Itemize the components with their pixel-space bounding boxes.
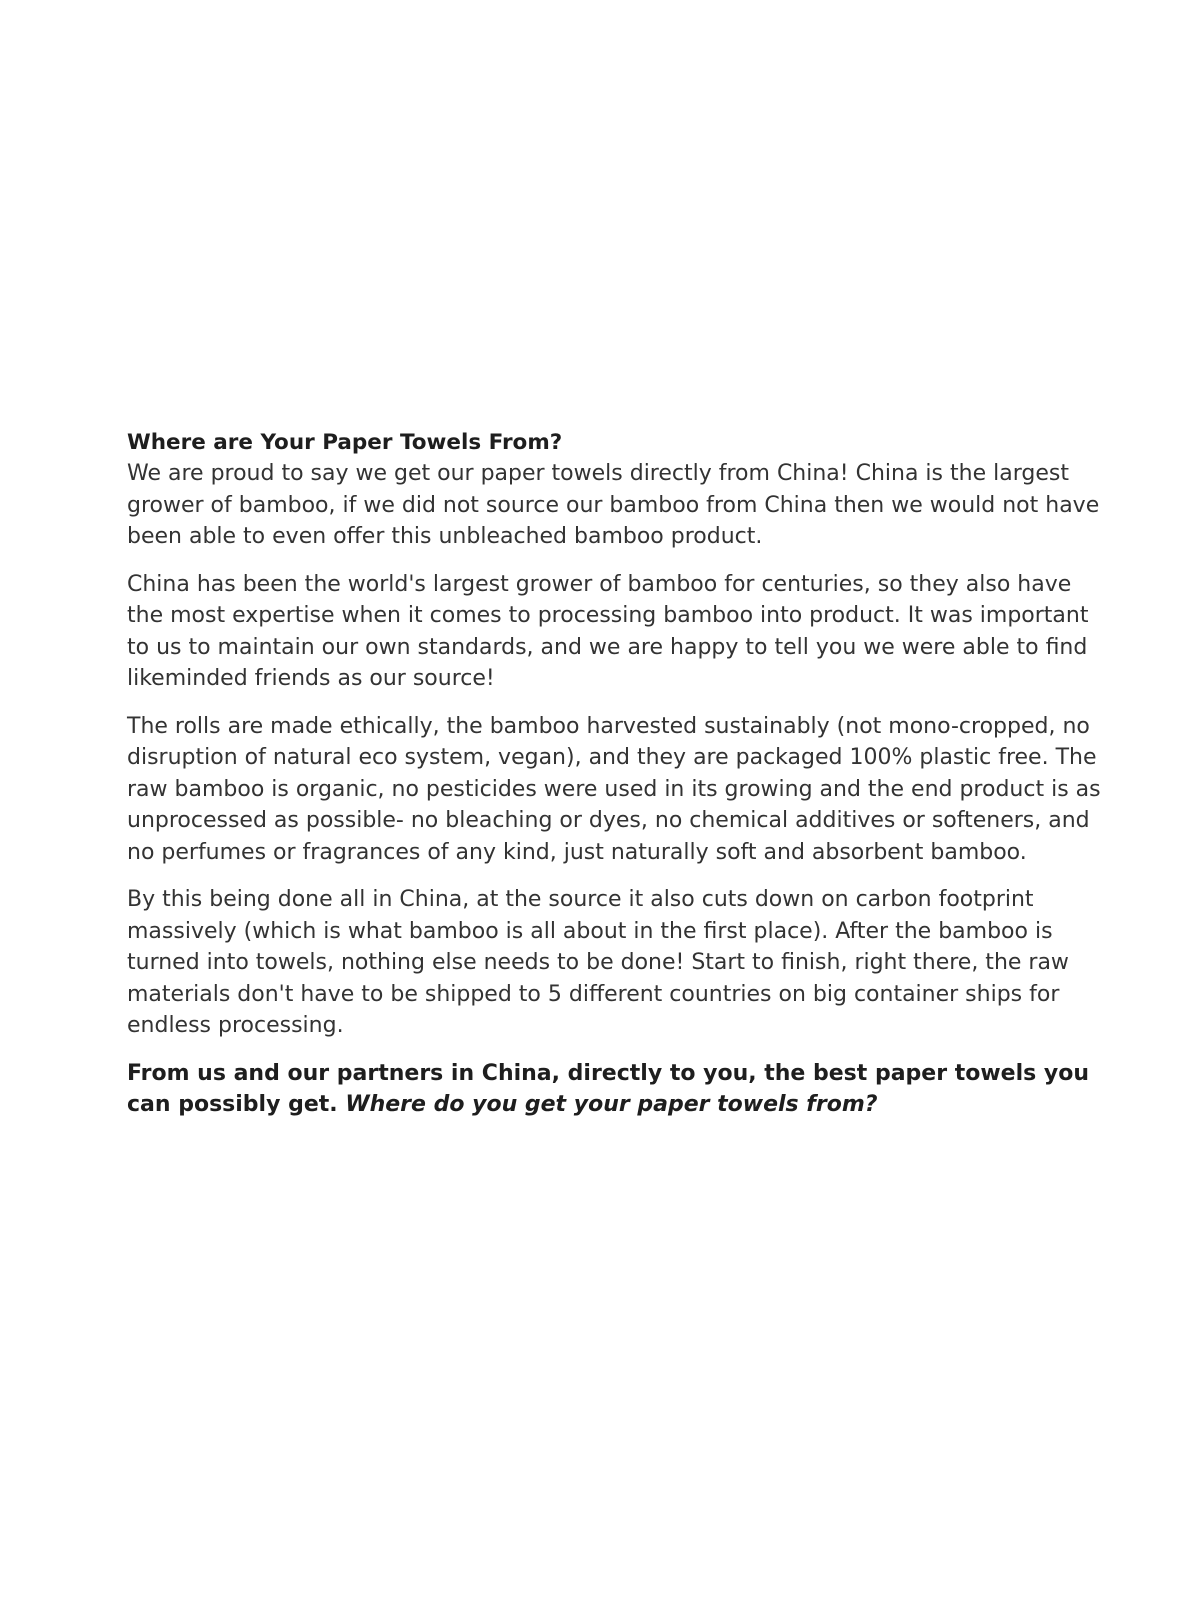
paragraph-expertise: China has been the world's largest grower of bamboo for centuries, so they also have the most expertise when it comes to processing bamboo into product. It was important to us to maintain our own standards, and we are happy to tell you we were able to find likeminded friends as our source! xyxy=(127,571,1089,691)
article-body xyxy=(127,428,1107,1121)
closing-paragraph xyxy=(127,1058,1107,1121)
paragraph-sourcing: We are proud to say we get our paper towels directly from China! China is the largest grower of bamboo, if we did not source our bamboo from China then we would not have been able to even offer this unbleached bamboo product. xyxy=(127,461,1100,549)
paragraph-carbon-footprint: By this being done all in China, at the source it also cuts down on carbon footprint massively (which is what bamboo is all about in the first place). After the bamboo is turned into towels, nothing else needs to be done! Start to finish, right there, the raw materials don't have to be shipped to 5 different countries on big container ships for endless processing. xyxy=(127,887,1069,1038)
paragraph-ethics: The rolls are made ethically, the bamboo harvested sustainably (not mono-cropped, no disruption of natural eco system, vegan), and they are packaged 100% plastic free. The raw bamboo is organic, no pesticides were used in its growing and the end product is as unprocessed as possible- no bleaching or dyes, no chemical additives or softeners, and no perfumes or fragrances of any kind, just naturally soft and absorbent bamboo. xyxy=(127,713,1101,865)
article-heading: Where are Your Paper Towels From? xyxy=(127,430,563,455)
closing-statement: From us and our partners in China, directly to you, the best paper towels you can possibly get. xyxy=(127,1060,1090,1117)
closing-question: Where do you get your paper towels from? xyxy=(345,1092,878,1117)
